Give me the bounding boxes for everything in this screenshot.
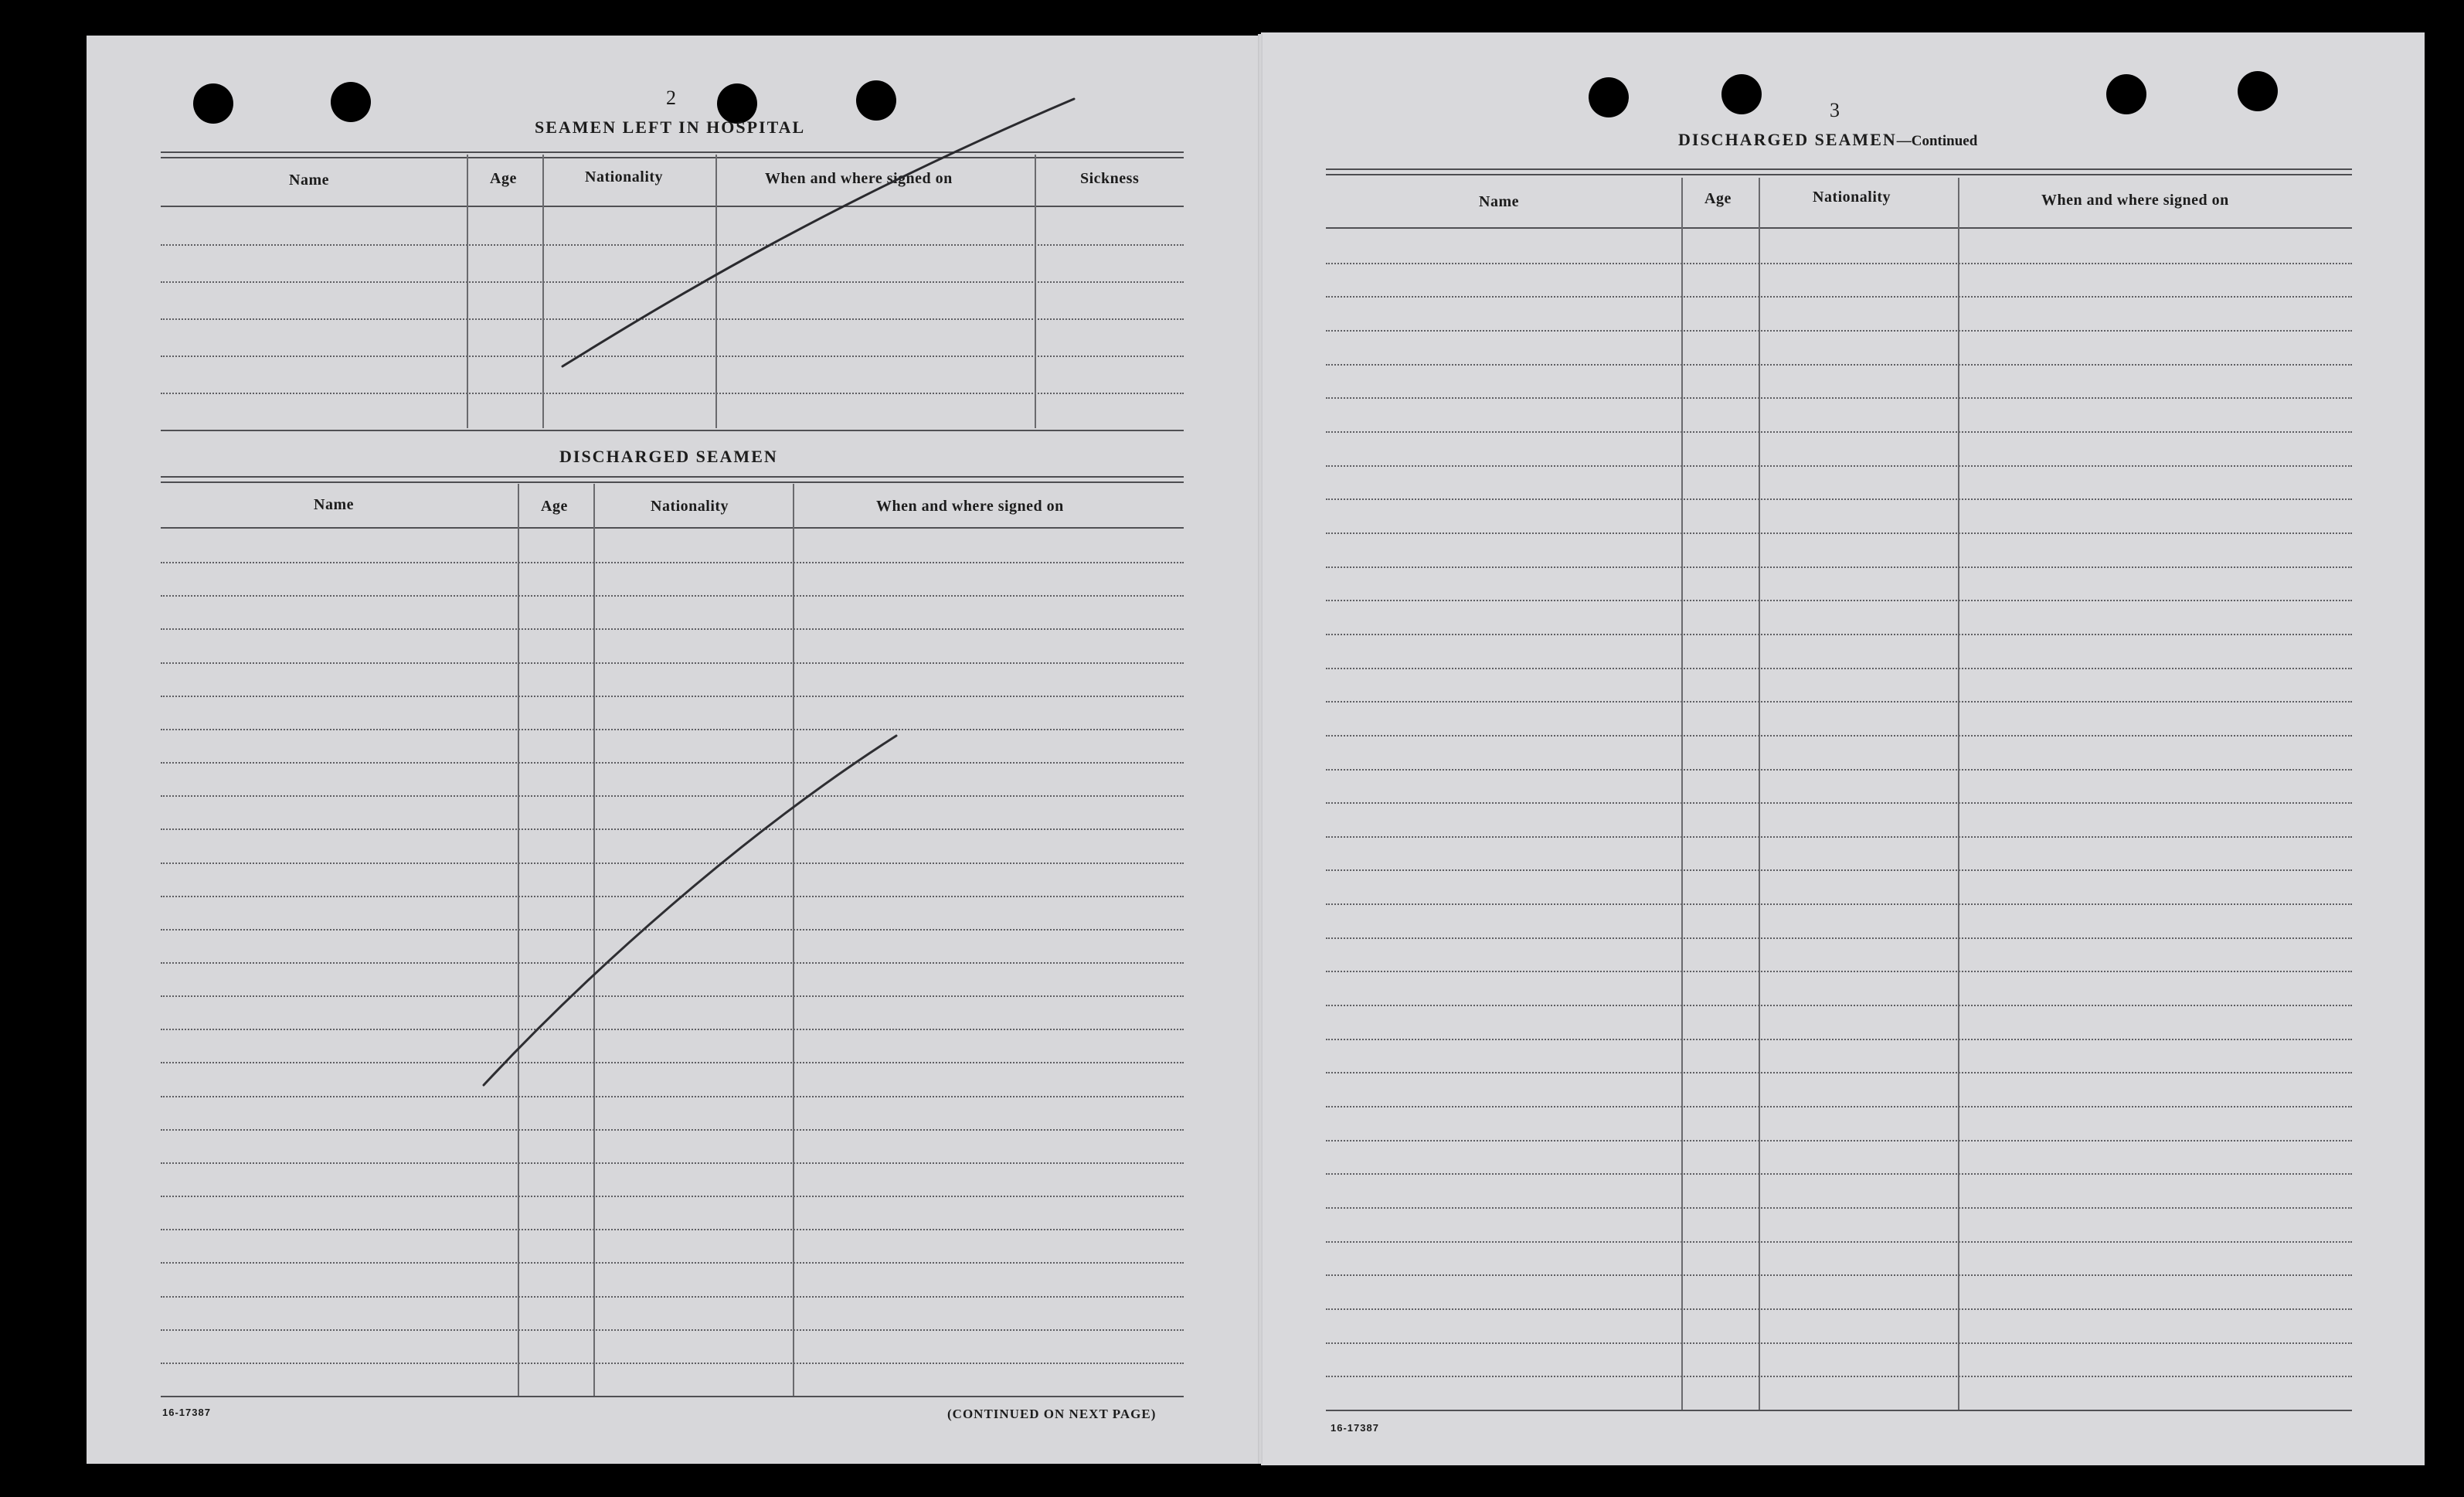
column-header-signed-on: When and where signed on (2041, 192, 2229, 209)
column-header-age: Age (541, 498, 568, 515)
column-header-signed-on: When and where signed on (876, 498, 1064, 515)
column-header-name: Name (289, 172, 329, 189)
column-header-signed-on: When and where signed on (765, 170, 953, 187)
continued-note: (CONTINUED ON NEXT PAGE) (947, 1407, 1157, 1421)
section-title-discharged: DISCHARGED SEAMEN (559, 447, 778, 466)
column-header-nationality: Nationality (651, 498, 729, 515)
cancel-stroke (562, 99, 1074, 366)
section-title-hospital: SEAMEN LEFT IN HOSPITAL (535, 117, 806, 137)
column-header-nationality: Nationality (1813, 189, 1891, 206)
column-header-name: Name (314, 496, 354, 513)
column-header-name: Name (1479, 193, 1519, 210)
column-header-age: Age (490, 170, 517, 187)
section-title-discharged-continued: DISCHARGED SEAMEN—Continued (1678, 130, 1978, 149)
form-number: 16-17387 (1331, 1422, 1379, 1434)
page-number: 3 (1830, 99, 1840, 121)
column-header-sickness: Sickness (1080, 170, 1140, 187)
page-number: 2 (666, 87, 676, 109)
column-header-age: Age (1704, 190, 1732, 207)
column-header-nationality: Nationality (585, 168, 664, 185)
form-number: 16-17387 (162, 1407, 211, 1418)
cancel-stroke (484, 736, 896, 1085)
